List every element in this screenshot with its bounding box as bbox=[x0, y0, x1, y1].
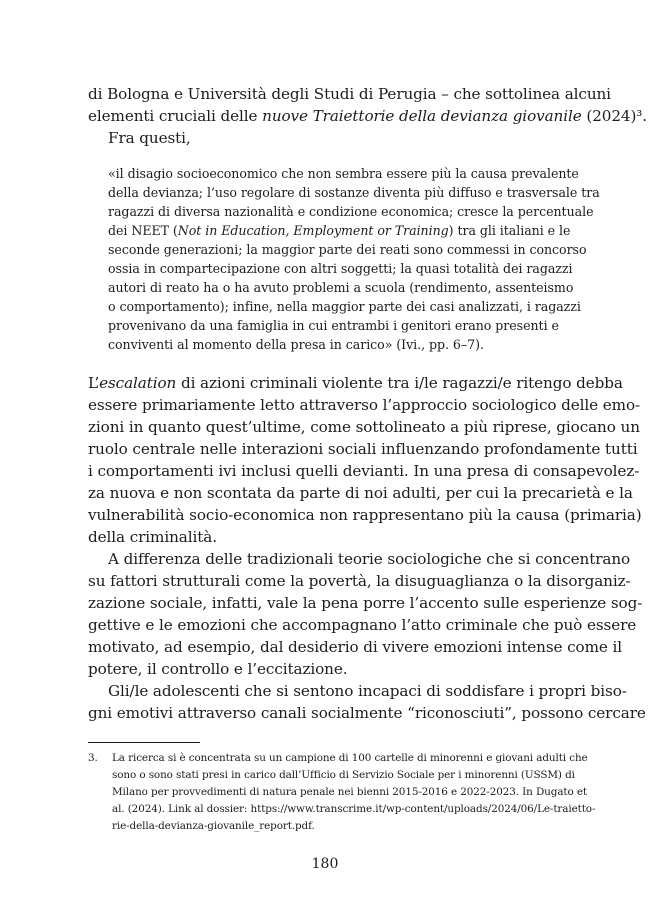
text-span: gni emotivi attraverso canali socialmente “riconosciuti”, possono cercare bbox=[88, 704, 646, 722]
italic-phrase: Not in Education, Employment or Training bbox=[177, 223, 449, 238]
text-line bbox=[88, 616, 637, 634]
text-line bbox=[88, 704, 646, 722]
text-span: conviventi al momento della presa in carico» (Ivi., pp. 6–7). bbox=[108, 337, 484, 352]
text-span: i comportamenti ivi inclusi quelli devianti. In una presa di consapevolez- bbox=[88, 462, 640, 480]
quote-line bbox=[108, 337, 484, 352]
text-span: rie-della-devianza-giovanile_report.pdf. bbox=[112, 820, 315, 832]
quote-line bbox=[108, 166, 579, 181]
text-span: di azioni criminali violente tra i/le ragazzi/e ritengo debba bbox=[176, 374, 623, 392]
text-span: essere primariamente letto attraverso l’approccio sociologico delle emo- bbox=[88, 396, 641, 414]
text-span: potere, il controllo e l’eccitazione. bbox=[88, 660, 348, 678]
text-span: ) tra gli italiani e le bbox=[448, 223, 571, 238]
footnote-separator bbox=[88, 742, 200, 743]
text-span: motivato, ad esempio, dal desiderio di vivere emozioni intense come il bbox=[88, 638, 623, 656]
italic-word: escalation bbox=[99, 374, 177, 392]
quote-line bbox=[108, 185, 600, 200]
quote-line bbox=[108, 318, 558, 333]
text-line bbox=[88, 85, 611, 103]
text-span: su fattori strutturali come la povertà, la disuguaglianza o la disorganiz- bbox=[88, 572, 631, 590]
text-span: gettive e le emozioni che accompagnano l’atto criminale che può essere bbox=[88, 616, 637, 634]
text-span: ruolo centrale nelle interazioni sociali influenzando profondamente tutti bbox=[88, 440, 638, 458]
text-span: zazione sociale, infatti, vale la pena porre l’accento sulle esperienze sog- bbox=[88, 594, 643, 612]
text-span: «il disagio socioeconomico che non sembra essere più la causa prevalente bbox=[108, 166, 579, 181]
text-span: Fra questi, bbox=[108, 129, 191, 147]
text-line bbox=[88, 107, 647, 125]
text-span: della criminalità. bbox=[88, 528, 217, 546]
text-span: di Bologna e Università degli Studi di Perugia – che sottolinea alcuni bbox=[88, 85, 611, 103]
text-line bbox=[88, 396, 641, 414]
text-line bbox=[88, 572, 631, 590]
text-line bbox=[88, 418, 640, 436]
text-span: (2024)³. bbox=[581, 107, 647, 125]
text-line bbox=[88, 660, 347, 678]
text-span: ossia in compartecipazione con altri soggetti; la quasi totalità dei ragazzi bbox=[108, 261, 573, 276]
text-span: elementi cruciali delle bbox=[88, 107, 263, 125]
italic-title: nuove Traiettorie della devianza giovanile bbox=[262, 107, 582, 125]
footnote-number: 3. bbox=[88, 752, 98, 764]
page-number: 180 bbox=[311, 856, 339, 872]
text-line bbox=[108, 550, 631, 568]
text-line bbox=[88, 528, 217, 546]
text-span: sono o sono stati presi in carico dall’Ufficio di Servizio Sociale per i minorenni (USSM) di bbox=[112, 769, 575, 781]
text-span: dei NEET ( bbox=[108, 223, 178, 238]
footnote-line bbox=[112, 820, 315, 832]
text-span: ragazzi di diversa nazionalità e condizione economica; cresce la percentuale bbox=[108, 204, 594, 219]
text-line bbox=[88, 506, 642, 524]
text-span: provenivano da una famiglia in cui entrambi i genitori erano presenti e bbox=[108, 318, 559, 333]
text-line bbox=[108, 129, 191, 147]
text-line bbox=[88, 462, 640, 480]
quote-line bbox=[108, 223, 571, 238]
text-line bbox=[88, 440, 638, 458]
text-line bbox=[108, 682, 627, 700]
text-span: zioni in quanto quest’ultime, come sottolineato a più riprese, giocano un bbox=[88, 418, 640, 436]
text-span: A differenza delle tradizionali teorie sociologiche che si concentrano bbox=[108, 550, 631, 568]
text-span: Milano per provvedimenti di natura penale nei bienni 2015-2016 e 2022-2023. In Dugato et bbox=[112, 786, 587, 798]
footnote-line bbox=[112, 786, 587, 798]
text-span: della devianza; l’uso regolare di sostanze diventa più diffuso e trasversale tra bbox=[108, 185, 600, 200]
text-line bbox=[88, 638, 623, 656]
text-line bbox=[88, 484, 633, 502]
text-span: za nuova e non scontata da parte di noi adulti, per cui la precarietà e la bbox=[88, 484, 633, 502]
text-span: La ricerca si è concentrata su un campione di 100 cartelle di minorenni e giovani adulti che bbox=[112, 752, 588, 764]
quote-line bbox=[108, 280, 574, 295]
quote-line bbox=[108, 242, 587, 257]
footnote-line bbox=[112, 769, 575, 781]
text-span: L’ bbox=[88, 374, 100, 392]
quote-line bbox=[108, 204, 594, 219]
quote-line bbox=[108, 299, 581, 314]
footnote-line bbox=[112, 803, 596, 815]
footnote-line bbox=[112, 752, 588, 764]
text-span: autori di reato ha o ha avuto problemi a scuola (rendimento, assenteismo bbox=[108, 280, 574, 295]
text-span: vulnerabilità socio-economica non rappresentano più la causa (primaria) bbox=[88, 506, 642, 524]
text-line bbox=[88, 594, 643, 612]
text-span: o comportamento); infine, nella maggior parte dei casi analizzati, i ragazzi bbox=[108, 299, 581, 314]
quote-line bbox=[108, 261, 573, 276]
text-span: al. (2024). Link al dossier: https://www.transcrime.it/wp-content/uploads/2024/06/Le-traietto- bbox=[112, 803, 596, 815]
text-line bbox=[88, 374, 623, 392]
text-span: seconde generazioni; la maggior parte dei reati sono commessi in concorso bbox=[108, 242, 587, 257]
text-span: Gli/le adolescenti che si sentono incapaci di soddisfare i propri biso- bbox=[108, 682, 627, 700]
